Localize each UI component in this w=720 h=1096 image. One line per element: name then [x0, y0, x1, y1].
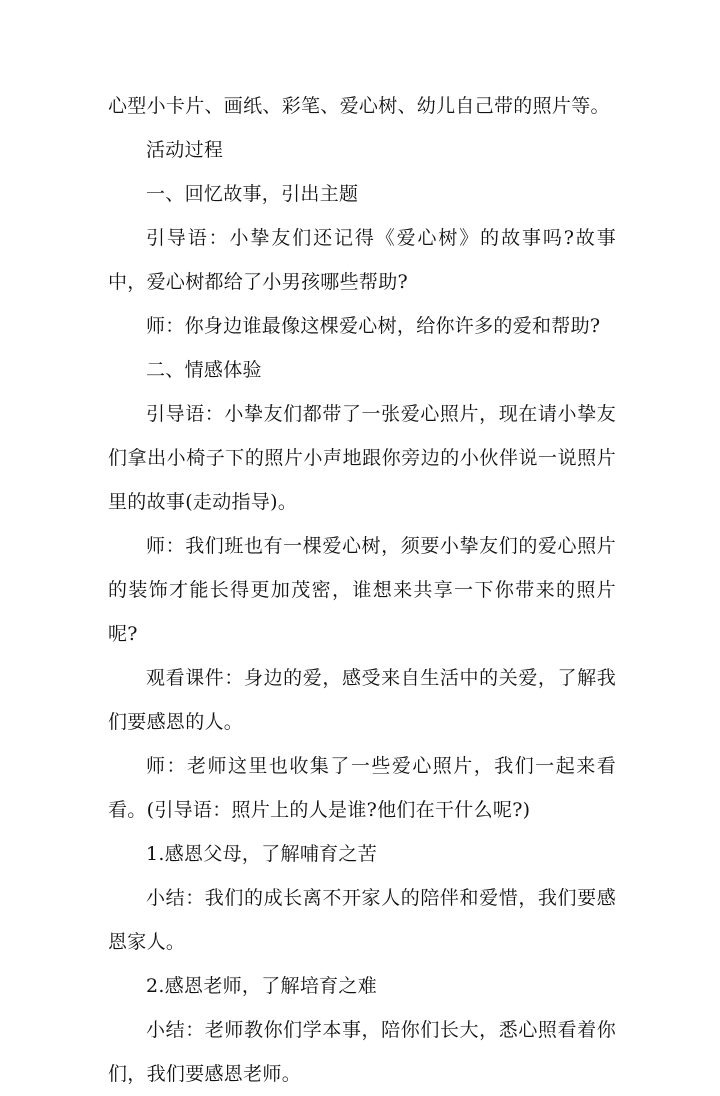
heading-section-1: 一、回忆故事，引出主题 — [146, 183, 359, 205]
paragraph-teacher-2: 师：我们班也有一棵爱心树，须要小挚友们的爱心照片的装饰才能长得更加茂密，谁想来共享一下你带来的照片呢? — [108, 535, 616, 645]
heading-activity-process: 活动过程 — [146, 139, 224, 161]
heading-item-1: 1.感恩父母，了解哺育之苦 — [146, 843, 378, 865]
paragraph-summary-2: 小结：老师教你们学本事，陪你们长大，悉心照看着你们，我们要感恩老师。 — [108, 1019, 616, 1085]
document-body — [108, 84, 616, 1096]
paragraph-teacher-1: 师：你身边谁最像这棵爱心树，给你许多的爱和帮助? — [146, 315, 601, 337]
paragraph-guide-1: 引导语：小挚友们还记得《爱心树》的故事吗?故事中，爱心树都给了小男孩哪些帮助? — [108, 227, 616, 293]
heading-section-2: 二、情感体验 — [146, 359, 262, 381]
paragraph-courseware: 观看课件：身边的爱，感受来自生活中的关爱，了解我们要感恩的人。 — [108, 667, 616, 733]
paragraph-materials: 心型小卡片、画纸、彩笔、爱心树、幼儿自己带的照片等。 — [108, 95, 610, 117]
paragraph-guide-2: 引导语：小挚友们都带了一张爱心照片，现在请小挚友们拿出小椅子下的照片小声地跟你旁边的小伙伴说一说照片里的故事(走动指导)。 — [108, 403, 616, 513]
paragraph-teacher-3: 师：老师这里也收集了一些爱心照片，我们一起来看看。(引导语：照片上的人是谁?他们在干什么呢?) — [108, 755, 616, 821]
paragraph-summary-1: 小结：我们的成长离不开家人的陪伴和爱惜，我们要感恩家人。 — [108, 887, 616, 953]
heading-item-2: 2.感恩老师，了解培育之难 — [146, 975, 378, 997]
